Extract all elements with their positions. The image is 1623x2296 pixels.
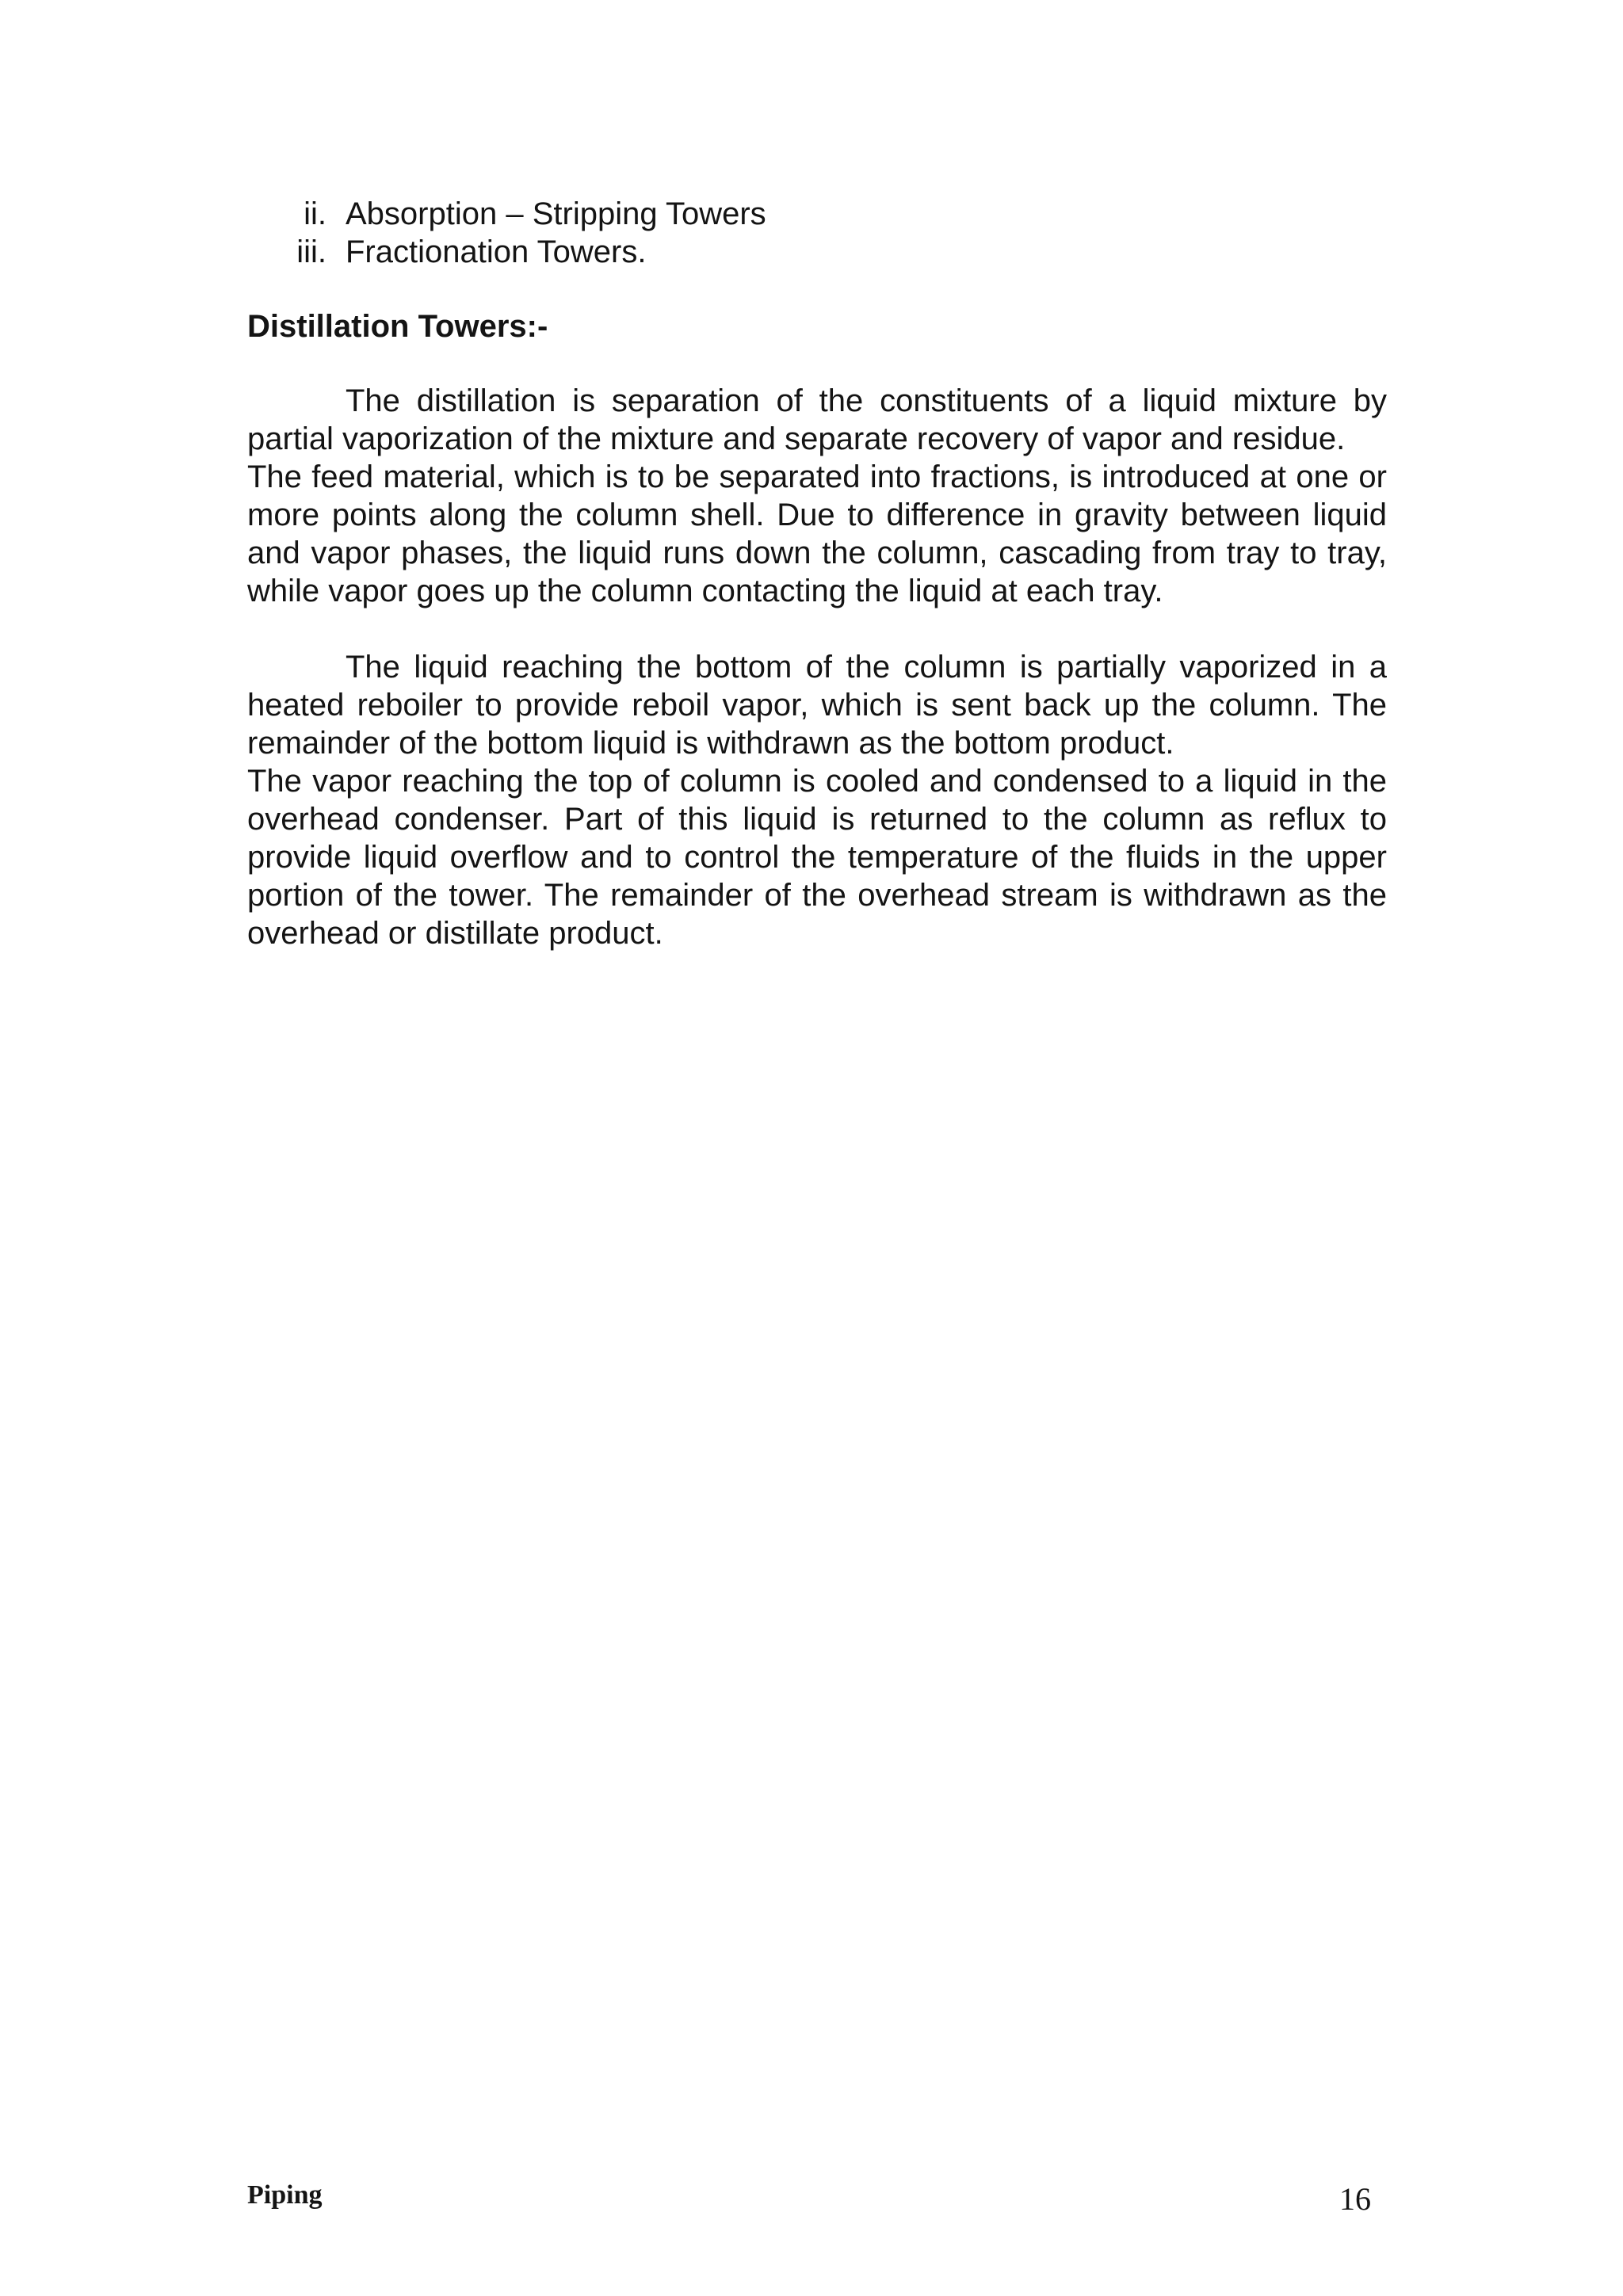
- list-item-text: Fractionation Towers.: [346, 235, 647, 269]
- section-heading: Distillation Towers:-: [247, 309, 548, 344]
- paragraph: The liquid reaching the bottom of the column is partially vaporized in a heated reboiler to provide reboil vapor, which is sent back up the column. The remainder of the bottom liquid is withdrawn as the bottom product.: [247, 650, 1387, 761]
- page-content: [247, 195, 1387, 952]
- tower-types-list: [247, 195, 1387, 271]
- list-item-number: iii.: [296, 235, 327, 269]
- list-item-number: ii.: [304, 196, 327, 231]
- footer-title: Piping: [247, 2180, 323, 2210]
- list-item-text: Absorption – Stripping Towers: [346, 196, 766, 231]
- list-item: [247, 233, 1387, 271]
- paragraph: The feed material, which is to be separated into fractions, is introduced at one or more points along the column shell. Due to difference in gravity between liquid and vapor phases, the liquid runs down the column, cascading from tray to tray, while vapor goes up the column contacting the liquid at each tray.: [247, 460, 1387, 608]
- list-item: [247, 195, 1387, 233]
- paragraph: The distillation is separation of the constituents of a liquid mixture by partial vaporization of the mixture and separate recovery of vapor and residue.: [247, 383, 1387, 456]
- paragraph-spacer: [247, 610, 1387, 648]
- paragraph: The vapor reaching the top of column is cooled and condensed to a liquid in the overhead condenser. Part of this liquid is returned to the column as reflux to provide liquid overflow and to control the temperature of the fluids in the upper portion of the tower. The remainder of the overhead stream is withdrawn as the overhead or distillate product.: [247, 764, 1387, 951]
- page-number: 16: [1339, 2181, 1371, 2217]
